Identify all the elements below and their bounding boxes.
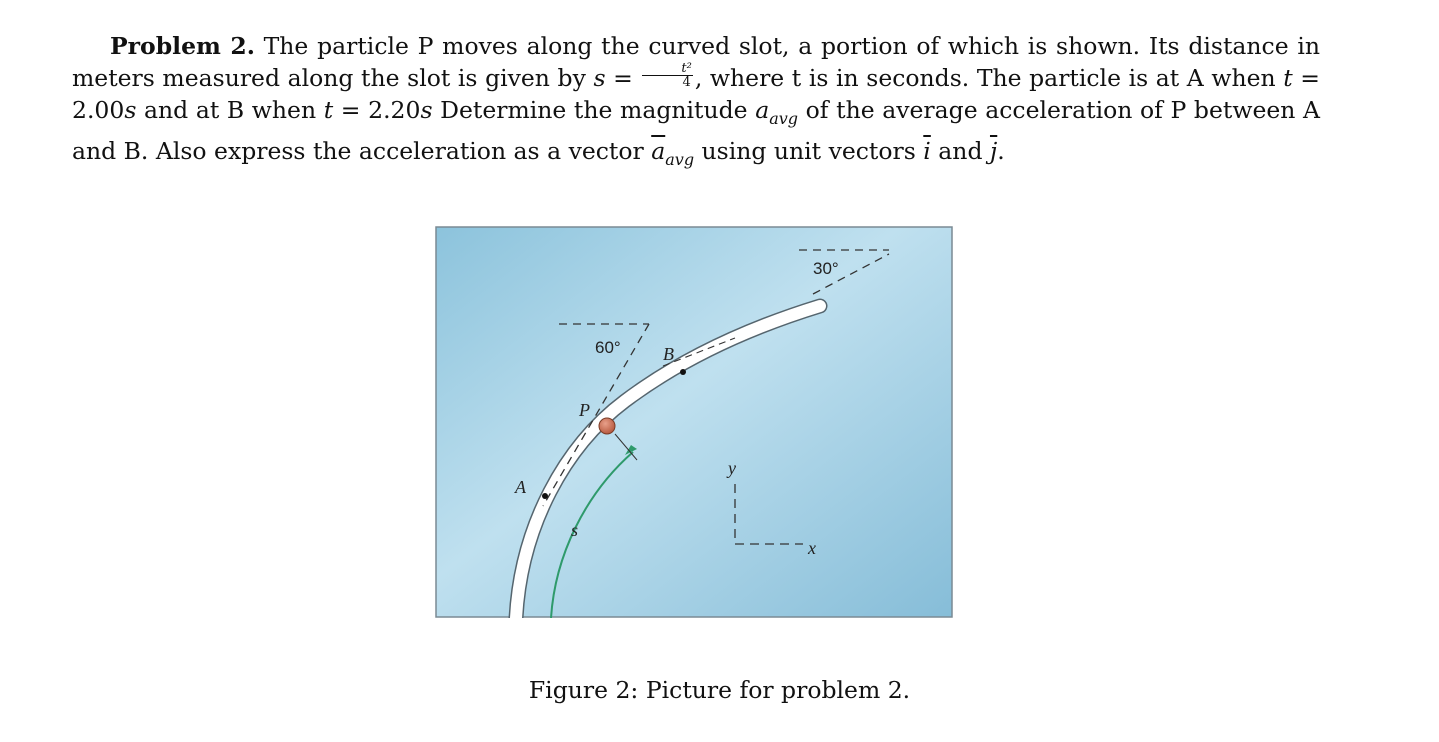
figure-curved-slot — [435, 226, 953, 618]
problem-heading: Problem 2. — [110, 32, 255, 60]
fraction-t2-over-4 — [642, 62, 692, 89]
point-a-marker — [542, 493, 548, 499]
problem-sentence-5: of the average acceleration of P between A and B. Also express the acceleration as a vector — [72, 96, 1320, 165]
fraction-denominator: 4 — [682, 75, 691, 90]
angle-60-label: 60° — [595, 338, 621, 357]
figure-background — [436, 227, 952, 617]
time-a-value: = 2.00 — [72, 64, 1320, 124]
figure-svg — [435, 226, 953, 618]
unit-vector-j: $\overline{j}$ — [989, 137, 998, 165]
particle-p-label: P — [579, 400, 590, 420]
time-b-unit: s — [420, 96, 433, 124]
arc-length-s-label: s — [571, 520, 579, 540]
time-a-unit: s — [124, 96, 137, 124]
particle-p — [599, 418, 615, 434]
point-b-marker — [680, 369, 686, 375]
var-s: s — [593, 64, 606, 92]
y-axis-label: y — [728, 458, 736, 478]
problem-sentence-4: Determine the magnitude — [432, 96, 756, 124]
time-b-value: = 2.20 — [333, 96, 421, 124]
unit-vector-i: $\overline{i}$ — [923, 137, 931, 165]
var-t-a: t — [1283, 64, 1293, 92]
point-a-label: A — [515, 477, 526, 497]
fraction-numerator: t² — [642, 62, 692, 76]
vector-a: $\overline{a}$ — [651, 137, 666, 165]
var-t-b: t — [323, 96, 334, 124]
problem-sentence-7: and — [930, 137, 990, 165]
problem-paragraph — [72, 30, 1320, 176]
x-axis-label: x — [808, 538, 816, 558]
angle-30-label: 30° — [813, 259, 839, 278]
var-a-subscript: avg — [769, 109, 799, 128]
var-a: a — [755, 96, 770, 124]
problem-sentence-1: The particle P moves along the curved slot, a portion of which is shown. Its distance in meters measured along the slot is given by — [72, 32, 1320, 92]
figure-caption: Figure 2: Picture for problem 2. — [528, 676, 911, 704]
vector-a-subscript: avg — [665, 150, 695, 169]
problem-text — [72, 30, 1320, 176]
point-b-label: B — [663, 344, 674, 364]
problem-sentence-2: , where t is in seconds. The particle is at A when — [694, 64, 1284, 92]
problem-sentence-end: . — [997, 137, 1005, 165]
problem-sentence-6: using unit vectors — [694, 137, 924, 165]
problem-sentence-3: and at B when — [136, 96, 324, 124]
equals-sign: = — [605, 64, 641, 92]
